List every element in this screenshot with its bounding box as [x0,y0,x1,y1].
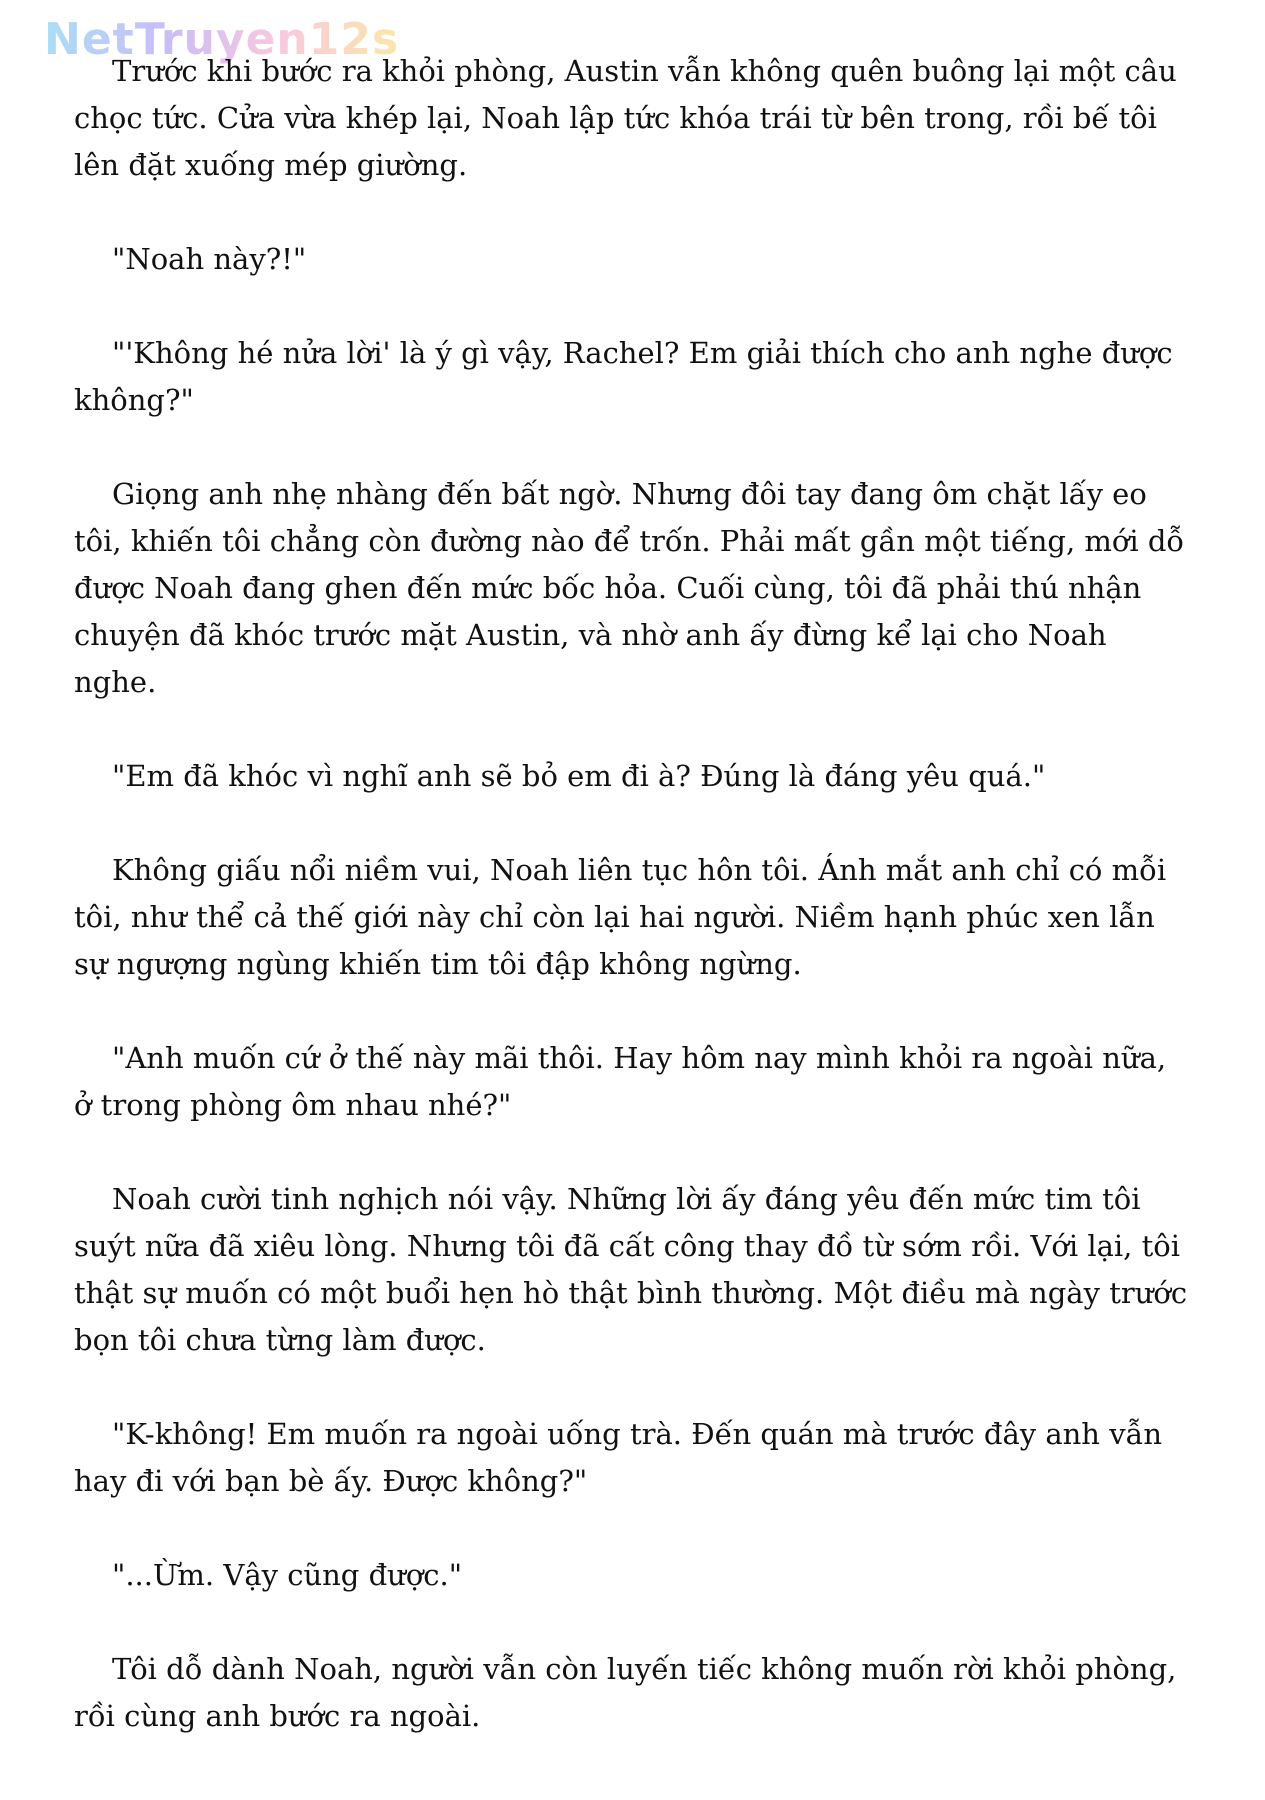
paragraph: "Anh muốn cứ ở thế này mãi thôi. Hay hôm nay mình khỏi ra ngoài nữa, ở trong phòng ôm nhau nhé?" [74,1041,1167,1122]
paragraph: "K-không! Em muốn ra ngoài uống trà. Đến quán mà trước đây anh vẫn hay đi với bạn bè ấy. Được không?" [74,1417,1163,1498]
paragraph: "Noah này?!" [112,242,307,276]
paragraph: Giọng anh nhẹ nhàng đến bất ngờ. Nhưng đôi tay đang ôm chặt lấy eo tôi, khiến tôi chẳng còn đường nào để trốn. Phải mất gần một tiếng, mới dỗ được Noah đang ghen đến mức bốc hỏa. Cuối cùng, tôi đã phải thú nhận chuyện đã khóc trước mặt Austin, và nhờ anh ấy đừng kể lại cho Noah nghe. [74,477,1185,699]
paragraph: Tôi dỗ dành Noah, người vẫn còn luyến tiếc không muốn rời khỏi phòng, rồi cùng anh bước ra ngoài. [74,1652,1177,1733]
paragraph: Noah cười tinh nghịch nói vậy. Những lời ấy đáng yêu đến mức tim tôi suýt nữa đã xiêu lòng. Nhưng tôi đã cất công thay đồ từ sớm rồi. Với lại, tôi thật sự muốn có một buổi hẹn hò thật bình thường. Một điều mà ngày trước bọn tôi chưa từng làm được. [74,1182,1188,1357]
site-watermark: NetTruyen12s [44,14,400,65]
paragraph: "'Không hé nửa lời' là ý gì vậy, Rachel? Em giải thích cho anh nghe được không?" [74,336,1173,417]
paragraph: "...Ừm. Vậy cũng được." [112,1558,463,1592]
story-text [74,48,1189,1740]
paragraph: Không giấu nổi niềm vui, Noah liên tục hôn tôi. Ánh mắt anh chỉ có mỗi tôi, như thể cả thế giới này chỉ còn lại hai người. Niềm hạnh phúc xen lẫn sự ngượng ngùng khiến tim tôi đập không ngừng. [74,853,1167,981]
paragraph: Trước khi bước ra khỏi phòng, Austin vẫn không quên buông lại một câu chọc tức. Cửa vừa khép lại, Noah lập tức khóa trái từ bên trong, rồi bế tôi lên đặt xuống mép giường. [74,54,1177,182]
paragraph: "Em đã khóc vì nghĩ anh sẽ bỏ em đi à? Đúng là đáng yêu quá." [112,759,1046,793]
